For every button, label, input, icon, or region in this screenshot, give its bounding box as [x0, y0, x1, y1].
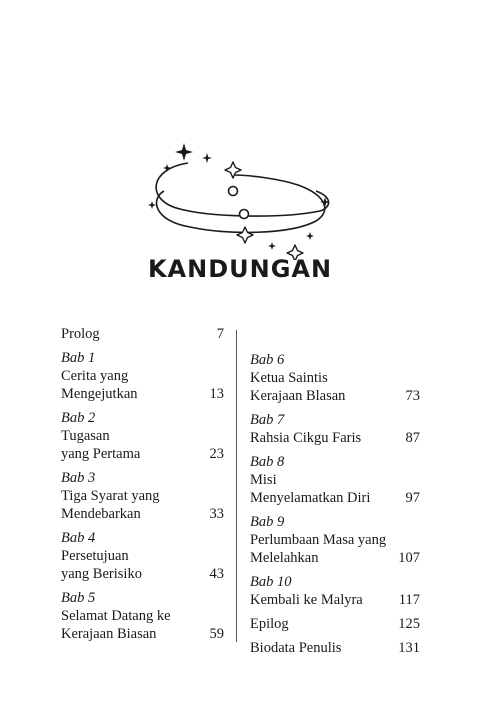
toc-entry[interactable] — [61, 349, 224, 403]
page-number: 97 — [405, 490, 420, 506]
page-number: 107 — [398, 550, 420, 566]
chapter-title-line: Ketua Saintis — [250, 370, 328, 386]
chapter-title-line: Epilog — [250, 616, 289, 632]
chapter-label: Bab 8 — [250, 454, 285, 470]
page-number: 43 — [209, 566, 224, 582]
chapter-title-line: Rahsia Cikgu Faris — [250, 430, 362, 446]
chapter-label: Bab 7 — [250, 412, 285, 428]
table-of-contents — [0, 325, 480, 665]
page-number: 7 — [216, 326, 224, 342]
page-number: 59 — [209, 626, 224, 642]
toc-entry[interactable] — [61, 409, 224, 463]
chapter-title-line: Selamat Datang ke — [61, 608, 171, 624]
chapter-label: Bab 2 — [61, 410, 96, 426]
chapter-title-line: Prolog — [61, 326, 100, 342]
chapter-label: Bab 4 — [61, 530, 96, 546]
page-number: 125 — [398, 616, 420, 632]
chapter-label: Bab 1 — [61, 350, 96, 366]
chapter-title-line: yang Pertama — [61, 446, 141, 462]
page-number: 73 — [405, 388, 420, 404]
chapter-title-line: Kerajaan Biasan — [61, 626, 157, 642]
chapter-title-line: yang Berisiko — [61, 566, 142, 582]
toc-entry[interactable] — [250, 411, 420, 447]
toc-entry[interactable] — [250, 639, 420, 657]
toc-entry[interactable] — [250, 573, 420, 609]
chapter-title-line: Menyelamatkan Diri — [250, 490, 371, 506]
chapter-title-line: Cerita yang — [61, 368, 129, 384]
chapter-title-line: Tugasan — [61, 428, 110, 444]
chapter-title-line: Biodata Penulis — [250, 640, 342, 656]
toc-entry[interactable] — [250, 351, 420, 405]
page-number: 23 — [209, 446, 224, 462]
chapter-title-line: Persetujuan — [61, 548, 129, 564]
chapter-title-line: Kerajaan Blasan — [250, 388, 346, 404]
toc-entry[interactable] — [250, 615, 420, 633]
page-number: 33 — [209, 506, 224, 522]
chapter-title-line: Melelahkan — [250, 550, 319, 566]
page-number: 87 — [405, 430, 420, 446]
toc-entry[interactable] — [61, 469, 224, 523]
toc-right-column — [250, 351, 420, 663]
chapter-title-line: Misi — [250, 472, 277, 488]
toc-entry[interactable] — [250, 513, 420, 567]
page-number: 117 — [398, 592, 420, 608]
toc-entry[interactable] — [61, 589, 224, 643]
toc-entry[interactable] — [250, 453, 420, 507]
toc-entry[interactable] — [61, 325, 224, 343]
page-title: KANDUNGAN — [147, 255, 333, 283]
chapter-title-line: Perlumbaan Masa yang — [250, 532, 387, 548]
toc-left-column — [61, 325, 224, 649]
toc-entry[interactable] — [61, 529, 224, 583]
chapter-label: Bab 3 — [61, 470, 96, 486]
page-number: 131 — [398, 640, 420, 656]
chapter-title-line: Kembali ke Malyra — [250, 592, 363, 608]
chapter-label: Bab 10 — [250, 574, 292, 590]
chapter-label: Bab 5 — [61, 590, 96, 606]
chapter-title-line: Mengejutkan — [61, 386, 138, 402]
page-number: 13 — [209, 386, 224, 402]
chapter-title-line: Mendebarkan — [61, 506, 141, 522]
orbit-emblem-icon — [140, 135, 340, 260]
chapter-title-line: Tiga Syarat yang — [61, 488, 160, 504]
chapter-label: Bab 6 — [250, 352, 285, 368]
chapter-label: Bab 9 — [250, 514, 285, 530]
